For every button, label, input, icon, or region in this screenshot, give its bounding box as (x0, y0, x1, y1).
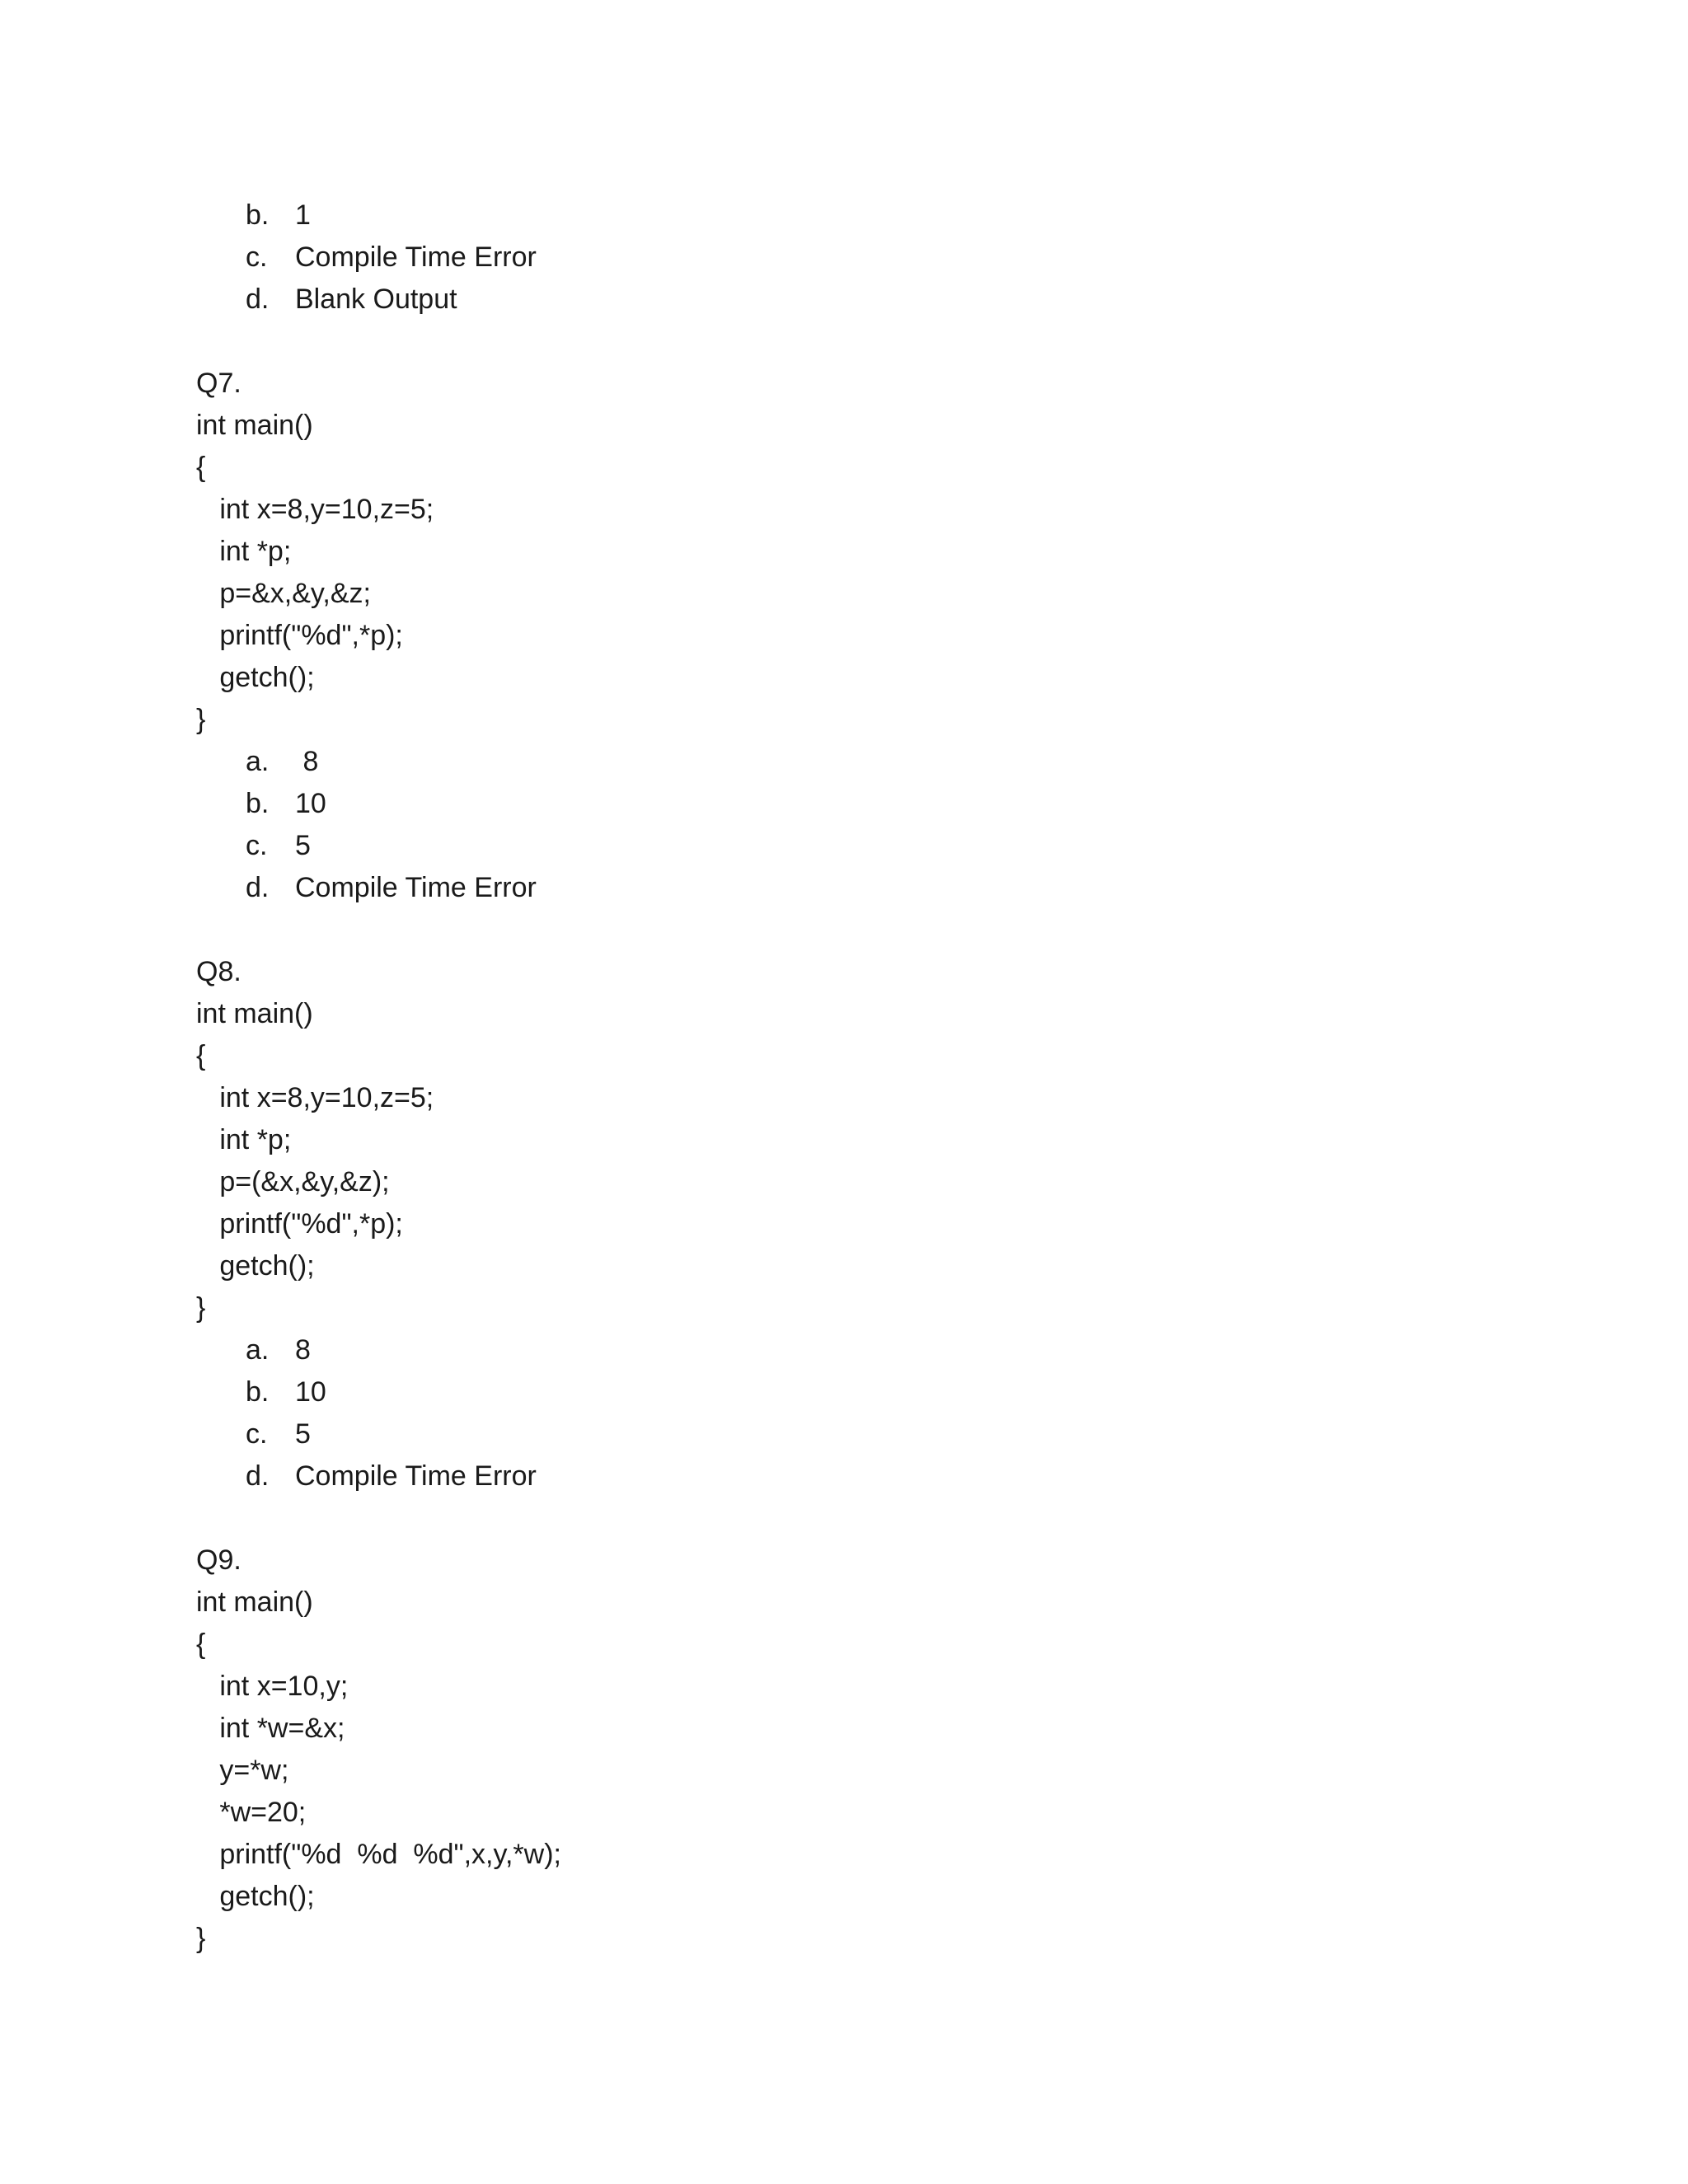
question-label-q9: Q9. (196, 1544, 241, 1576)
option-text: Compile Time Error (295, 872, 537, 903)
option-text: 10 (295, 788, 326, 819)
code-line: p=&x,&y,&z; (196, 578, 371, 609)
code-line: int main() (196, 998, 313, 1029)
option-letter: b. (246, 788, 270, 819)
code-line: *w=20; (196, 1797, 307, 1828)
option-letter: d. (246, 872, 270, 903)
option-text: 8 (295, 1334, 311, 1366)
code-line: } (196, 1292, 206, 1324)
q8-option-d (246, 1460, 537, 1591)
option-letter: c. (246, 241, 268, 273)
code-line: y=*w; (196, 1755, 289, 1786)
option-text: 5 (295, 830, 311, 861)
code-line: int x=10,y; (196, 1671, 349, 1702)
option-letter: a. (246, 746, 270, 777)
option-letter: d. (246, 1460, 270, 1492)
option-letter: b. (246, 199, 270, 231)
q7-option-d (246, 871, 537, 1003)
code-line: int x=8,y=10,z=5; (196, 494, 434, 525)
code-line: printf("%d",*p); (196, 1208, 403, 1240)
code-line: int *w=&x; (196, 1713, 345, 1744)
option-letter: a. (246, 1334, 270, 1366)
code-line: { (196, 452, 206, 483)
question-label-q7: Q7. (196, 368, 241, 399)
option-letter: b. (246, 1376, 270, 1408)
option-text: Compile Time Error (295, 241, 537, 273)
code-line: int *p; (196, 1124, 292, 1155)
code-line: { (196, 1040, 206, 1071)
code-line: int *p; (196, 536, 292, 567)
code-line: getch(); (196, 1881, 315, 1912)
code-line: int main() (196, 1586, 313, 1618)
code-line: printf("%d %d %d",x,y,*w); (196, 1839, 561, 1870)
code-line: } (196, 1923, 206, 1954)
code-line: getch(); (196, 1250, 315, 1282)
option-text: 1 (295, 199, 311, 231)
prev-option-d (246, 283, 457, 415)
option-letter: d. (246, 284, 270, 315)
question-label-q8: Q8. (196, 956, 241, 987)
code-line: } (196, 704, 206, 735)
option-text: 5 (295, 1418, 311, 1450)
option-text: 8 (295, 746, 319, 777)
code-line: printf("%d",*p); (196, 620, 403, 651)
code-line: int x=8,y=10,z=5; (196, 1082, 434, 1113)
option-letter: c. (246, 1418, 268, 1450)
code-line: int main() (196, 410, 313, 441)
option-text: Compile Time Error (295, 1460, 537, 1492)
option-text: 10 (295, 1376, 326, 1408)
code-line: getch(); (196, 662, 315, 693)
option-letter: c. (246, 830, 268, 861)
code-line: { (196, 1629, 206, 1660)
code-line: p=(&x,&y,&z); (196, 1166, 390, 1197)
option-text: Blank Output (295, 284, 457, 315)
